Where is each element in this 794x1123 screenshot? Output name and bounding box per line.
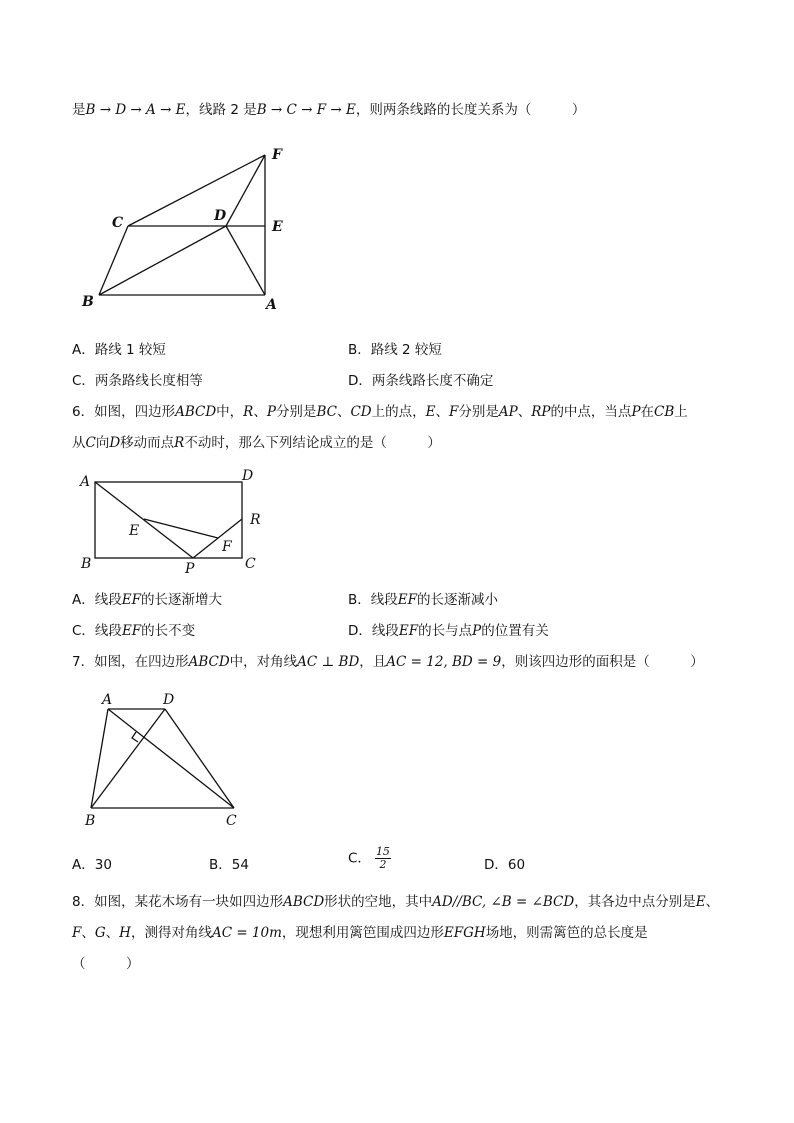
q6-option-D-var: EF	[398, 623, 419, 639]
q5-label-D: D	[214, 208, 227, 224]
q7-stem	[72, 652, 704, 672]
q5-route1: B → D → A → E	[85, 102, 186, 118]
q7-diagonal-BD	[91, 709, 165, 808]
q5-segment-CF	[128, 155, 265, 226]
q7-option-C[interactable]	[348, 846, 391, 871]
q6-label-D: D	[242, 468, 254, 484]
q7-text: 中，对角线	[229, 654, 298, 670]
q8-sep: 、	[81, 925, 95, 941]
q6-option-A-var: EF	[121, 592, 141, 608]
q6-stem-line1	[72, 402, 688, 422]
q5-option-C[interactable]: C．两条路线长度相等	[72, 373, 203, 389]
q6-text: 从	[72, 435, 86, 451]
q7-var-ABCD: ABCD	[188, 654, 230, 670]
q7-label-C: C	[226, 813, 237, 829]
q5-label-A: A	[266, 297, 277, 313]
q7-segment-AB	[91, 709, 108, 808]
q8-var-E: E	[695, 894, 706, 910]
q8-var-AC: AC = 10m	[211, 925, 282, 941]
q8-var-ABCD: ABCD	[283, 894, 325, 910]
q5-route2: B → C → F → E	[256, 102, 356, 118]
q8-sep: 、	[705, 894, 720, 910]
q7-segment-DC	[165, 709, 234, 808]
q6-label-A: A	[80, 474, 91, 490]
q6-option-C-text: C．线段	[72, 623, 122, 639]
q6-sep: 、	[435, 404, 449, 420]
q6-option-B[interactable]	[348, 590, 498, 610]
q6-stem-line2	[72, 433, 441, 453]
q7-diagonal-AC	[108, 709, 234, 808]
q6-var-CB: CB	[654, 404, 675, 420]
q6-option-C-text: 的长不变	[141, 623, 196, 639]
q6-option-D[interactable]	[348, 621, 549, 641]
q7-option-D[interactable]: D．60	[484, 857, 526, 873]
q6-text: 分别是	[458, 404, 499, 420]
q7-var-values: AC = 12, BD = 9	[386, 654, 502, 670]
fraction-denominator: 2	[379, 858, 387, 871]
q6-text: 不动时，那么下列结论成立的是（ ）	[184, 435, 441, 451]
q7-text: ，则该四边形的面积是（ ）	[501, 654, 704, 670]
q7-label-D: D	[163, 692, 175, 708]
fraction-numerator: 15	[375, 845, 390, 858]
q6-option-A-text: A．线段	[72, 592, 122, 608]
q6-text: 上	[674, 404, 688, 420]
q8-var-G: G	[94, 925, 106, 941]
q5-option-D[interactable]: D．两条线路长度不确定	[348, 373, 494, 389]
q5-stem-mid: ，线路 2 是	[185, 102, 257, 118]
q5-segment-BC	[99, 226, 128, 295]
q8-var-F: F	[72, 925, 82, 941]
q7-label-B: B	[85, 813, 96, 829]
q8-var-EFGH: EFGH	[443, 925, 486, 941]
q5-stem-suffix: ，则两条线路的长度关系为（ ）	[355, 102, 586, 118]
q5-segment-DA	[226, 226, 265, 295]
q6-text: 分别是	[275, 404, 317, 420]
q6-label-C: C	[245, 556, 256, 572]
q6-sep: 、	[517, 404, 532, 420]
q6-var-AP: AP	[498, 404, 518, 420]
q5-label-B: B	[82, 294, 94, 310]
q8-text: 场地，则需篱笆的总长度是	[485, 925, 648, 941]
q6-var-BC: BC	[316, 404, 337, 420]
q6-label-B: B	[81, 556, 92, 572]
q6-var-P: P	[266, 404, 276, 420]
q8-text: ，其各边中点分别是	[574, 894, 696, 910]
q8-text: 形状的空地，其中	[324, 894, 433, 910]
q6-option-D-text: 的长与点	[418, 623, 473, 639]
q6-segment-AP	[95, 482, 193, 558]
q7-text: ，且	[359, 654, 387, 670]
q8-answer-blank: （ ）	[72, 956, 140, 972]
q6-var-R: R	[174, 435, 185, 451]
q6-option-D-text: 的位置有关	[481, 623, 549, 639]
q5-label-E: E	[272, 219, 283, 235]
q5-option-A[interactable]: A．路线 1 较短	[72, 342, 166, 358]
q6-var-P: P	[631, 404, 641, 420]
q6-sep: 、	[336, 404, 351, 420]
q8-text: 8．如图，某花木场有一块如四边形	[72, 894, 284, 910]
q6-text: 移动而点	[120, 435, 175, 451]
q6-label-E: E	[129, 523, 140, 539]
q6-label-R: R	[250, 512, 261, 528]
q6-var-ABCD: ABCD	[175, 404, 217, 420]
q7-right-angle-mark	[132, 732, 138, 742]
q8-text: ，测得对角线	[130, 925, 212, 941]
q8-sep: 、	[105, 925, 120, 941]
q6-option-C-var: EF	[121, 623, 142, 639]
q6-text: 上的点，	[371, 404, 426, 420]
q8-var-condition: AD//BC, ∠B = ∠BCD	[432, 894, 575, 910]
q7-var-perp: AC ⊥ BD	[297, 654, 360, 670]
q7-text: 7．如图，在四边形	[72, 654, 189, 670]
q6-var-RP: RP	[531, 404, 551, 420]
q5-stem-prefix: 是	[72, 102, 86, 118]
q7-label-A: A	[102, 692, 113, 708]
q6-rectangle-ABCD	[95, 482, 242, 558]
q6-option-A-text: 的长逐渐增大	[140, 592, 222, 608]
q5-option-B[interactable]: B．路线 2 较短	[348, 342, 442, 358]
q8-var-H: H	[119, 925, 131, 941]
q5-label-C: C	[112, 215, 124, 231]
q7-option-A[interactable]: A．30	[72, 857, 112, 873]
q7-option-C-prefix: C．	[348, 850, 371, 867]
q6-text: 向	[95, 435, 110, 451]
q7-option-C-fraction	[375, 846, 391, 871]
q6-option-D-var-P: P	[472, 623, 482, 639]
q8-text: ，现想利用篱笆围成四边形	[281, 925, 444, 941]
q8-stem-line2	[72, 923, 648, 943]
q6-sep: 、	[253, 404, 267, 420]
q6-text: 在	[640, 404, 655, 420]
q6-text: 6．如图，四边形	[72, 404, 176, 420]
q6-var-E: E	[425, 404, 436, 420]
q6-option-D-text: D．线段	[348, 623, 399, 639]
q6-label-F: F	[222, 539, 232, 555]
q7-option-B[interactable]: B．54	[209, 857, 249, 873]
q6-var-R: R	[243, 404, 254, 420]
q6-option-B-text: B．线段	[348, 592, 398, 608]
q6-text: 的中点，当点	[550, 404, 632, 420]
q6-var-C: C	[85, 435, 96, 451]
q6-option-B-text: 的长逐渐减小	[417, 592, 498, 608]
q6-var-D: D	[109, 435, 121, 451]
q6-var-F: F	[448, 404, 459, 420]
q8-stem-line1	[72, 892, 719, 912]
q5-label-F: F	[272, 147, 282, 163]
q6-label-P: P	[185, 561, 195, 577]
q6-option-B-var: EF	[397, 592, 417, 608]
q6-option-A[interactable]	[72, 590, 222, 610]
q5-segment-BD	[99, 226, 226, 295]
q6-text: 中，	[216, 404, 244, 420]
q6-option-C[interactable]	[72, 621, 195, 641]
q6-var-CD: CD	[350, 404, 372, 420]
